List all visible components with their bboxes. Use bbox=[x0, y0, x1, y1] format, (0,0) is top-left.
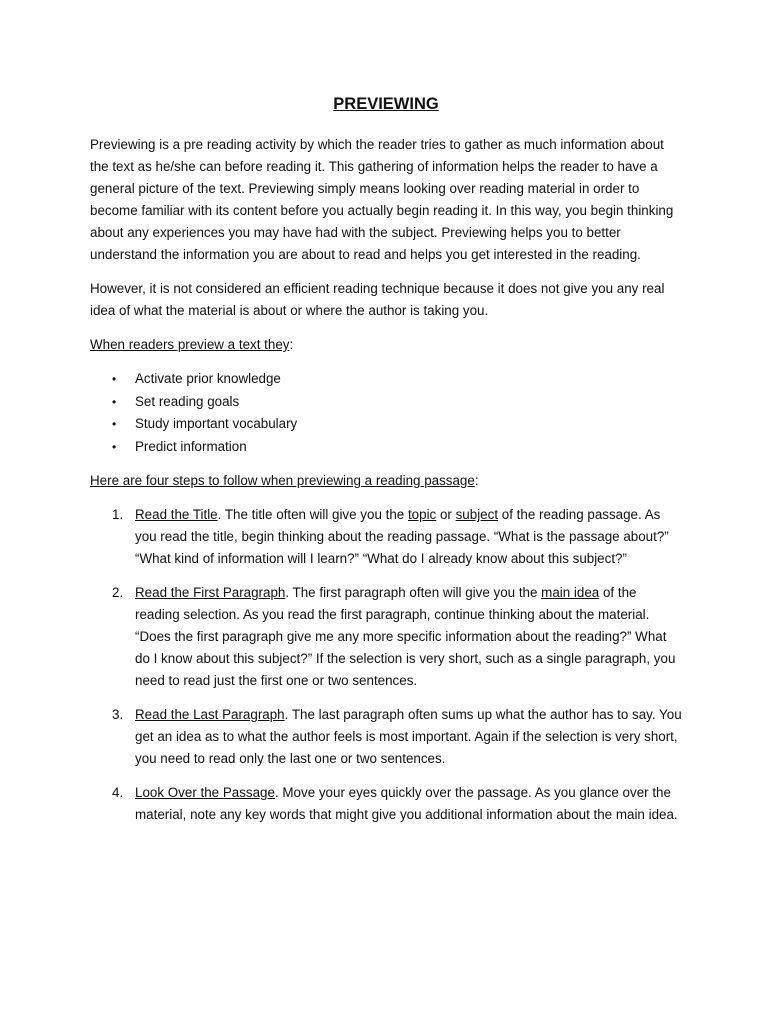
step-text: . The title often will give you the bbox=[217, 507, 408, 522]
list-item-text: Activate prior knowledge bbox=[135, 371, 281, 386]
when-readers-heading bbox=[90, 334, 682, 356]
list-item bbox=[90, 413, 682, 436]
intro-paragraph: Previewing is a pre reading activity by which the reader tries to gather as much information about the text as he/she can before reading it. This gathering of information helps the reader to have a general picture of the text. Previewing simply means looking over reading material in order to become familiar with its content before you actually begin reading it. In this way, you begin thinking about any experiences you may have had with the subject. Previewing helps you to better understand the information you are about to read and helps you get interested in the reading. bbox=[90, 137, 674, 262]
step-text: . The first paragraph often will give you the bbox=[285, 585, 542, 600]
document-page bbox=[90, 92, 682, 838]
step-item-read-first-paragraph bbox=[90, 582, 682, 692]
when-readers-heading-text: When readers preview a text they bbox=[90, 337, 290, 352]
step-term-main-idea: main idea bbox=[541, 585, 600, 600]
page-title: PREVIEWING bbox=[333, 95, 439, 113]
bullet-icon: • bbox=[112, 439, 117, 454]
step-heading: Look Over the Passage bbox=[135, 785, 275, 800]
list-item-text: Set reading goals bbox=[135, 393, 240, 409]
steps-list bbox=[90, 504, 682, 826]
steps-heading-text: Here are four steps to follow when previewing a reading passage bbox=[90, 473, 475, 488]
step-term-topic: topic bbox=[407, 507, 437, 522]
step-heading: Read the Title bbox=[135, 507, 218, 522]
steps-heading-colon: : bbox=[474, 473, 479, 488]
step-item-look-over-passage bbox=[90, 782, 682, 826]
step-text: of the reading passage. As you read the title, begin thinking about the reading passage. “What is the passage about?” “What kind of information will I learn?” “What do I already know about this subject?” bbox=[135, 507, 669, 566]
list-item-text: Study important vocabulary bbox=[135, 416, 298, 431]
list-item bbox=[90, 391, 682, 414]
bullet-icon: • bbox=[112, 394, 117, 409]
when-readers-colon: : bbox=[289, 337, 294, 352]
step-text: of the reading selection. As you read the first paragraph, continue thinking about the material. “Does the first paragraph give me any more specific information about the reading?” What do I know about this subject?” If the selection is very short, such as a single paragraph, you need to read just the first one or two sentences. bbox=[135, 585, 676, 688]
however-paragraph: However, it is not considered an efficient reading technique because it does not give you any real idea of what the material is about or where the author is taking you. bbox=[90, 281, 665, 318]
step-item-read-title bbox=[90, 504, 682, 570]
bullet-icon: • bbox=[112, 372, 117, 386]
step-number: 4. bbox=[112, 785, 124, 800]
step-number: 1. bbox=[112, 507, 124, 522]
step-heading: Read the Last Paragraph bbox=[135, 707, 285, 722]
step-number: 2. bbox=[112, 585, 124, 600]
step-item-read-last-paragraph bbox=[90, 704, 682, 770]
step-number: 3. bbox=[112, 707, 124, 722]
steps-heading bbox=[90, 470, 682, 492]
step-text: . Move your eyes quickly over the passage. As you glance over the material, note any key words that might give you additional information about the main idea. bbox=[135, 785, 678, 822]
list-item bbox=[90, 436, 682, 459]
step-term-subject: subject bbox=[455, 507, 499, 522]
step-text: . The last paragraph often sums up what the author has to say. You get an idea as to what the author feels is most important. Again if the selection is very short, you need to read only the last one or two sentences. bbox=[135, 707, 682, 766]
step-text: or bbox=[436, 507, 456, 522]
bullet-icon: • bbox=[112, 417, 117, 431]
list-item-text: Predict information bbox=[135, 438, 247, 454]
preview-actions-list bbox=[90, 368, 682, 458]
list-item bbox=[90, 368, 682, 391]
step-heading: Read the First Paragraph bbox=[135, 585, 286, 600]
